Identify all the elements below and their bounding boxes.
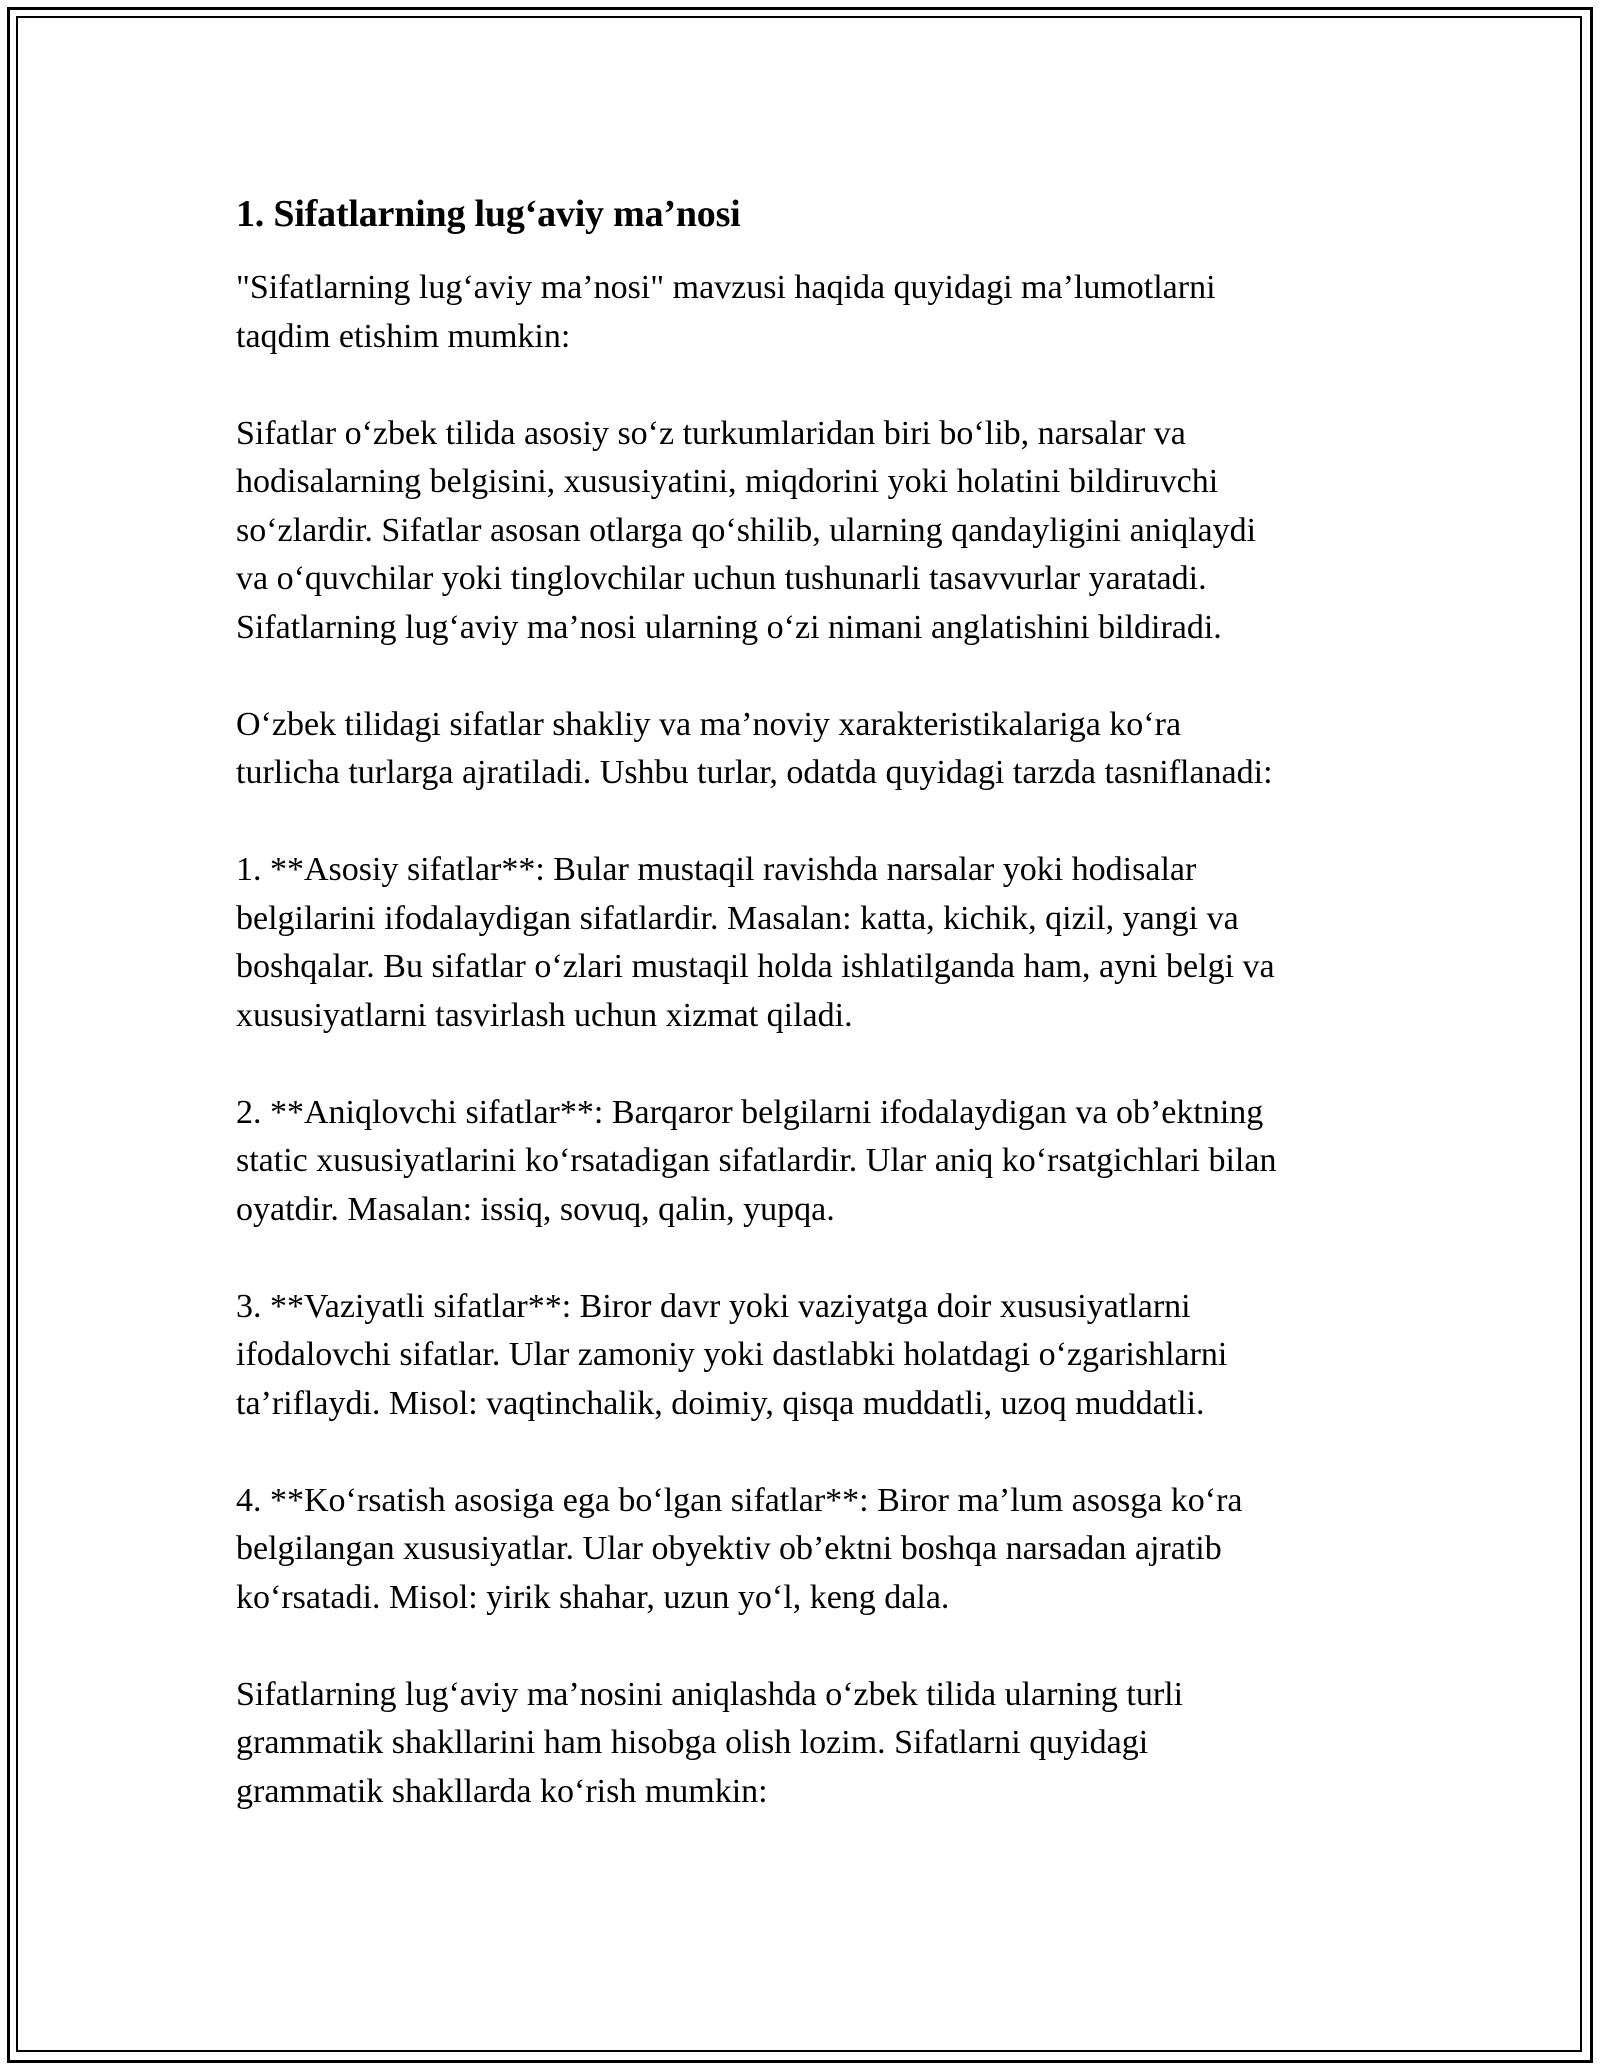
list-item-korsatish: 4. **Ko‘rsatish asosiga ega bo‘lgan sifatlar**: Biror ma’lum asosga ko‘ra belgilangan xususiyatlar. Ular obyektiv ob’ektni boshqa narsadan ajratib ko‘rsatadi. Misol: yirik shahar, uzun yo‘l, keng dala. xyxy=(236,1481,1243,1616)
classification-paragraph: O‘zbek tilidagi sifatlar shakliy va ma’noviy xarakteristikalariga ko‘ra turlicha turlarga ajratiladi. Ushbu turlar, odatda quyidagi tarzda tasniflanadi: xyxy=(236,705,1273,791)
document-body xyxy=(236,190,1386,1816)
intro-paragraph: "Sifatlarning lug‘aviy ma’nosi" mavzusi haqida quyidagi ma’lumotlarni taqdim etishim mumkin: xyxy=(236,269,1216,355)
list-item-aniqlovchi: 2. **Aniqlovchi sifatlar**: Barqaror belgilarni ifodalaydigan va ob’ektning static xususiyatlarini ko‘rsatadigan sifatlardir. Ular aniq ko‘rsatgichlari bilan oyatdir. Masalan: issiq, sovuq, qalin, yupqa. xyxy=(236,1093,1277,1228)
closing-paragraph: Sifatlarning lug‘aviy ma’nosini aniqlashda o‘zbek tilida ularning turli grammatik shakllarini ham hisobga olish lozim. Sifatlarni quyidagi grammatik shakllarda ko‘rish mumkin: xyxy=(236,1675,1184,1810)
list-item-vaziyatli: 3. **Vaziyatli sifatlar**: Biror davr yoki vaziyatga doir xususiyatlarni ifodalovchi sifatlar. Ular zamoniy yoki dastlabki holatdagi o‘zgarishlarni ta’riflaydi. Misol: vaqtinchalik, doimiy, qisqa muddatli, uzoq muddatli. xyxy=(236,1287,1228,1422)
section-heading: 1. Sifatlarning lug‘aviy ma’nosi xyxy=(236,193,741,235)
definition-paragraph: Sifatlar o‘zbek tilida asosiy so‘z turkumlaridan biri bo‘lib, narsalar va hodisalarning belgisini, xususiyatini, miqdorini yoki holatini bildiruvchi so‘zlardir. Sifatlar asosan otlarga qo‘shilib, ularning qandayligini aniqlaydi va o‘quvchilar yoki tinglovchilar uchun tushunarli tasavvurlar yaratadi. Sifatlarning lug‘aviy ma’nosi ularning o‘zi nimani anglatishini bildiradi. xyxy=(236,414,1257,646)
list-item-asosiy: 1. **Asosiy sifatlar**: Bular mustaqil ravishda narsalar yoki hodisalar belgilarini ifodalaydigan sifatlardir. Masalan: katta, kichik, qizil, yangi va boshqalar. Bu sifatlar o‘zlari mustaqil holda ishlatilganda ham, ayni belgi va xususiyatlarni tasvirlash uchun xizmat qiladi. xyxy=(236,851,1275,1034)
